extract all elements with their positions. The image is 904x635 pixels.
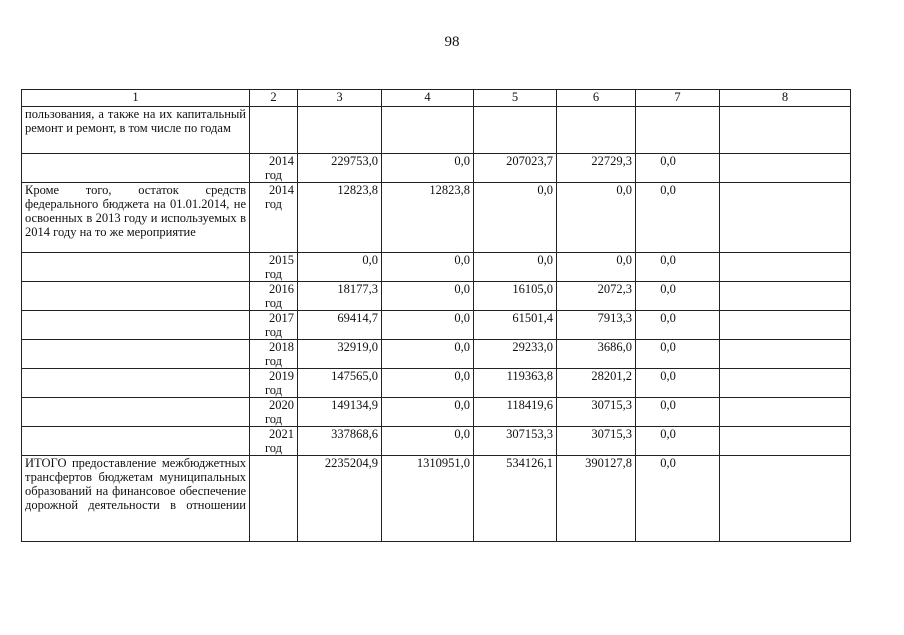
value-cell-c5: 207023,7 <box>474 154 557 183</box>
value-cell-c3: 32919,0 <box>298 340 382 369</box>
value-cell-c6: 3686,0 <box>557 340 636 369</box>
table-row-year <box>22 154 851 183</box>
budget-table <box>21 89 851 542</box>
year-suffix: год <box>264 168 283 182</box>
value-cell-c3: 2235204,9 <box>298 456 382 542</box>
year-cell <box>250 398 298 427</box>
column-number: 5 <box>474 90 557 107</box>
value-cell-c6 <box>557 107 636 154</box>
row-description: пользования, а также на их капитальный ремонт и ремонт, в том числе по годам <box>22 107 250 154</box>
value-cell-c8 <box>720 107 851 154</box>
year-cell <box>250 154 298 183</box>
year-suffix: год <box>264 267 283 281</box>
year-suffix: год <box>264 383 283 397</box>
table-row-year <box>22 282 851 311</box>
value-cell-c3: 0,0 <box>298 253 382 282</box>
value-cell-c3: 18177,3 <box>298 282 382 311</box>
value-cell-c8 <box>720 340 851 369</box>
table-row-year <box>22 253 851 282</box>
value-cell-c5 <box>474 107 557 154</box>
value-cell-c5: 119363,8 <box>474 369 557 398</box>
value-cell-c8 <box>720 282 851 311</box>
column-number: 8 <box>720 90 851 107</box>
value-cell-c6: 2072,3 <box>557 282 636 311</box>
year-value: 2017 <box>269 311 294 325</box>
value-cell-c6: 390127,8 <box>557 456 636 542</box>
column-number-row <box>22 90 851 107</box>
year-suffix: год <box>264 412 283 426</box>
year-suffix: год <box>264 197 283 211</box>
row-description <box>22 311 250 340</box>
row-description <box>22 427 250 456</box>
value-cell-c4 <box>382 107 474 154</box>
value-cell-c4: 0,0 <box>382 398 474 427</box>
table-row-year <box>22 369 851 398</box>
row-description <box>22 369 250 398</box>
value-cell-c8 <box>720 398 851 427</box>
table-row-year <box>22 340 851 369</box>
value-cell-c7: 0,0 <box>636 154 720 183</box>
value-cell-c6: 22729,3 <box>557 154 636 183</box>
value-cell-c3: 149134,9 <box>298 398 382 427</box>
column-number: 3 <box>298 90 382 107</box>
value-cell-c5: 0,0 <box>474 253 557 282</box>
row-description <box>22 154 250 183</box>
year-value: 2020 <box>269 398 294 412</box>
column-number: 7 <box>636 90 720 107</box>
value-cell-c8 <box>720 154 851 183</box>
value-cell-c7: 0,0 <box>636 183 720 253</box>
table-row-year <box>22 311 851 340</box>
value-cell-c8 <box>720 183 851 253</box>
value-cell-c3: 69414,7 <box>298 311 382 340</box>
year-value: 2014 <box>269 154 294 168</box>
year-cell <box>250 253 298 282</box>
value-cell-c4: 1310951,0 <box>382 456 474 542</box>
year-cell <box>250 456 298 542</box>
column-number: 6 <box>557 90 636 107</box>
year-cell <box>250 282 298 311</box>
row-description: Кроме того, остаток средств федерального бюджета на 01.01.2014, не освоенных в 2013 году и используемых в 2014 году на то же мероприятие <box>22 183 250 253</box>
value-cell-c3: 337868,6 <box>298 427 382 456</box>
year-suffix: год <box>264 354 283 368</box>
year-suffix: год <box>264 296 283 310</box>
value-cell-c5: 0,0 <box>474 183 557 253</box>
page-number: 98 <box>444 34 460 50</box>
year-suffix: год <box>264 441 283 455</box>
year-cell <box>250 369 298 398</box>
value-cell-c3: 229753,0 <box>298 154 382 183</box>
value-cell-c4: 0,0 <box>382 154 474 183</box>
value-cell-c8 <box>720 427 851 456</box>
value-cell-c7 <box>636 107 720 154</box>
value-cell-c6: 30715,3 <box>557 398 636 427</box>
value-cell-c5: 118419,6 <box>474 398 557 427</box>
value-cell-c3 <box>298 107 382 154</box>
value-cell-c7: 0,0 <box>636 282 720 311</box>
value-cell-c5: 29233,0 <box>474 340 557 369</box>
column-number: 2 <box>250 90 298 107</box>
column-number: 4 <box>382 90 474 107</box>
value-cell-c7: 0,0 <box>636 340 720 369</box>
value-cell-c4: 0,0 <box>382 369 474 398</box>
value-cell-c7: 0,0 <box>636 456 720 542</box>
value-cell-c4: 0,0 <box>382 340 474 369</box>
table-row-year <box>22 427 851 456</box>
year-value: 2018 <box>269 340 294 354</box>
table-row-year <box>22 398 851 427</box>
value-cell-c6: 30715,3 <box>557 427 636 456</box>
year-cell <box>250 183 298 253</box>
value-cell-c8 <box>720 311 851 340</box>
value-cell-c5: 16105,0 <box>474 282 557 311</box>
value-cell-c6: 28201,2 <box>557 369 636 398</box>
value-cell-c6: 0,0 <box>557 253 636 282</box>
value-cell-c5: 534126,1 <box>474 456 557 542</box>
value-cell-c4: 0,0 <box>382 311 474 340</box>
year-value: 2021 <box>269 427 294 441</box>
value-cell-c7: 0,0 <box>636 427 720 456</box>
year-cell <box>250 107 298 154</box>
value-cell-c4: 0,0 <box>382 282 474 311</box>
value-cell-c4: 0,0 <box>382 427 474 456</box>
year-value: 2015 <box>269 253 294 267</box>
value-cell-c4: 0,0 <box>382 253 474 282</box>
value-cell-c8 <box>720 253 851 282</box>
table-row-total <box>22 456 851 542</box>
table-row-continuation <box>22 107 851 154</box>
value-cell-c7: 0,0 <box>636 311 720 340</box>
row-description: ИТОГО предоставление межбюджетных трансфертов бюджетам муниципальных образований на финансовое обеспечение дорожной деятельности в отношении <box>22 456 250 542</box>
year-cell <box>250 311 298 340</box>
value-cell-c6: 0,0 <box>557 183 636 253</box>
year-cell <box>250 427 298 456</box>
year-value: 2016 <box>269 282 294 296</box>
row-description <box>22 340 250 369</box>
row-description <box>22 282 250 311</box>
value-cell-c3: 147565,0 <box>298 369 382 398</box>
year-value: 2019 <box>269 369 294 383</box>
value-cell-c8 <box>720 369 851 398</box>
year-suffix: год <box>264 325 283 339</box>
table-row-item <box>22 183 851 253</box>
value-cell-c4: 12823,8 <box>382 183 474 253</box>
value-cell-c7: 0,0 <box>636 398 720 427</box>
value-cell-c5: 307153,3 <box>474 427 557 456</box>
value-cell-c8 <box>720 456 851 542</box>
year-cell <box>250 340 298 369</box>
row-description <box>22 253 250 282</box>
value-cell-c7: 0,0 <box>636 253 720 282</box>
value-cell-c7: 0,0 <box>636 369 720 398</box>
value-cell-c3: 12823,8 <box>298 183 382 253</box>
value-cell-c6: 7913,3 <box>557 311 636 340</box>
row-description <box>22 398 250 427</box>
year-value: 2014 <box>269 183 294 197</box>
value-cell-c5: 61501,4 <box>474 311 557 340</box>
column-number: 1 <box>22 90 250 107</box>
